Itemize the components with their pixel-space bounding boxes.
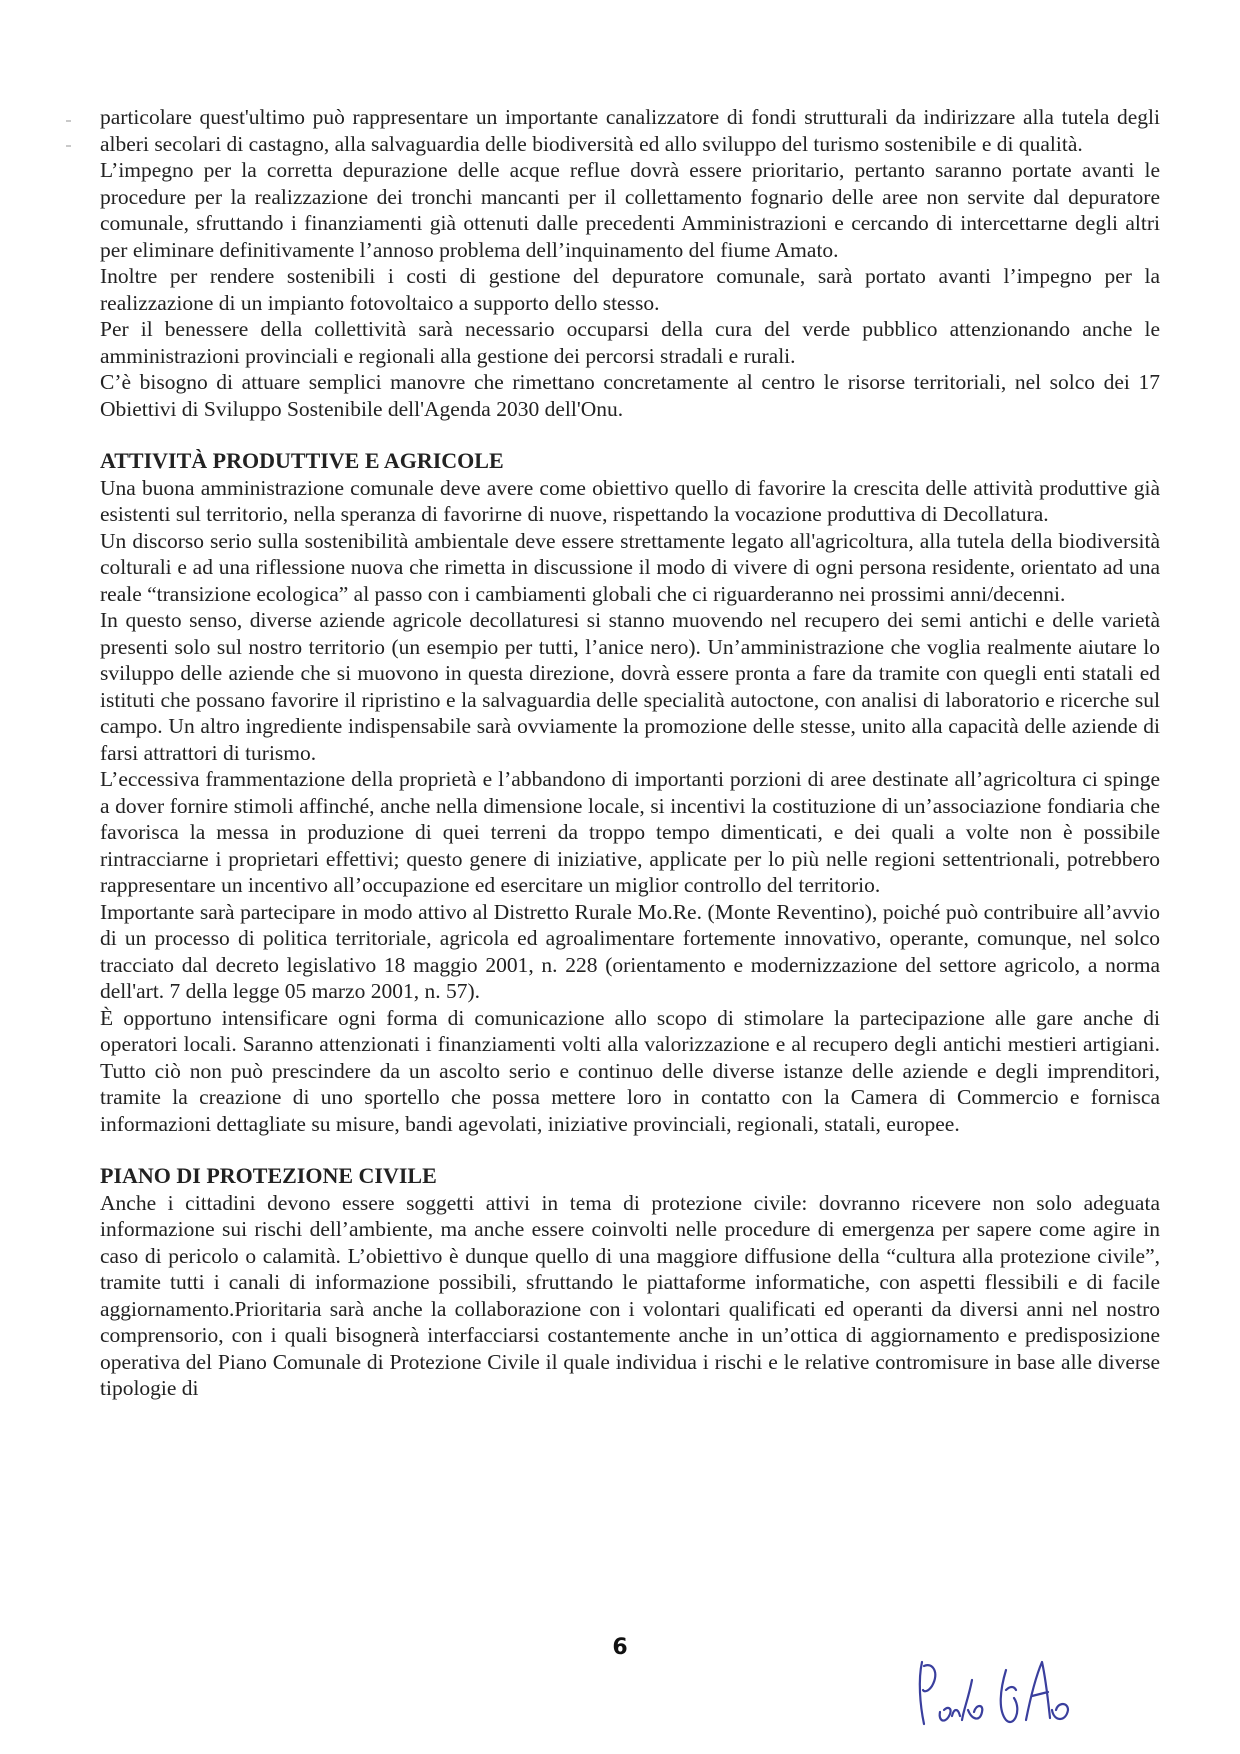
paragraph: L’impegno per la corretta depurazione delle acque reflue dovrà essere prioritario, pertanto saranno portate avanti le procedure per la realizzazione dei tronchi mancanti per il collettamento fognario delle aree non servite dal depuratore comunale, sfruttando i finanziamenti già ottenuti dalle precedenti Amministrazioni e cercando di intercettarne degli altri per eliminare definitivamente l’annoso problema dell’inquinamento del fiume Amato. xyxy=(100,158,1160,262)
paragraph: L’eccessiva frammentazione della proprietà e l’abbandono di importanti porzioni di aree destinate all’agricoltura ci spinge a dover fornire stimoli affinché, anche nella dimensione locale, si incentivi la costituzione di un’associazione fondiaria che favorisca la messa in produzione di quei terreni da troppo tempo dimenticati, e dei quali a volte non è possibile rintracciarne i proprietari effettivi; questo genere di iniziative, applicate per lo più nelle regioni settentrionali, potrebbero rappresentare un incentivo all’occupazione ed esercitare un miglior controllo del territorio. xyxy=(100,767,1160,897)
paragraph: In questo senso, diverse aziende agricole decollaturesi si stanno muovendo nel recupero dei semi antichi e delle varietà presenti solo sul nostro territorio (un esempio per tutti, l’anice nero). Un’amministrazione che voglia realmente aiutare lo sviluppo delle aziende che si muovono in questa direzione, dovrà essere pronta a fare da tramite con quegli enti statali ed istituti che possano favorire il ripristino e la salvaguardia delle specialità autoctone, con analisi di laboratorio e ricerche sul campo. Un altro ingrediente indispensabile sarà ovviamente la promozione delle stesse, unito alla capacità delle aziende di farsi attrattori di turismo. xyxy=(100,608,1160,765)
paragraph: Una buona amministrazione comunale deve avere come obiettivo quello di favorire la crescita delle attività produttive già esistenti sul territorio, nella speranza di favorirne di nuove, rispettando la vocazione produttiva di Decollatura. xyxy=(100,475,1160,526)
paragraph: Per il benessere della collettività sarà necessario occuparsi della cura del verde pubblico attenzionando anche le amministrazioni provinciali e regionali alla gestione dei percorsi stradali e rurali. xyxy=(100,317,1160,368)
paragraph: Un discorso serio sulla sostenibilità ambientale deve essere strettamente legato all'agricoltura, alla tutela della biodiversità colturali e ad una riflessione nuova che rimetta in discussione il modo di vivere di ogni persona residente, orientato ad una reale “transizione ecologica” al passo con i cambiamenti globali che ci riguarderanno nei prossimi anni/decenni. xyxy=(100,528,1160,606)
paragraph: Anche i cittadini devono essere soggetti attivi in tema di protezione civile: dovranno ricevere non solo adeguata informazione sui rischi dell’ambiente, ma anche essere coinvolti nelle procedure di emergenza per sapere come agire in caso di pericolo o calamità. L’obiettivo è dunque quello di una maggiore diffusione della “cultura alla protezione civile”, tramite tutti i canali di informazione possibili, sfruttando le piattaforme informatiche, con aspetti flessibili e di facile aggiornamento.Prioritaria sarà anche la collaborazione con i volontari qualificati ed operanti da diversi anni nel nostro comprensorio, con i quali bisognerà interfacciarsi costantemente anche in un’ottica di aggiornamento e predisposizione operativa del Piano Comunale di Protezione Civile il quale individua i rischi e le relative contromisure in base alle diverse tipologie di xyxy=(100,1190,1160,1400)
section-spacer xyxy=(100,1137,1160,1163)
section-heading-attivita: ATTIVITÀ PRODUTTIVE E AGRICOLE xyxy=(100,448,504,473)
paragraph: Inoltre per rendere sostenibili i costi di gestione del depuratore comunale, sarà portato avanti l’impegno per la realizzazione di un impianto fotovoltaico a supporto dello stesso. xyxy=(100,264,1160,315)
scan-margin-mark xyxy=(66,120,71,122)
handwritten-signature xyxy=(910,1650,1090,1740)
paragraph: particolare quest'ultimo può rappresentare un importante canalizzatore di fondi strutturali da indirizzare alla tutela degli alberi secolari di castagno, alla salvaguardia delle biodiversità ed allo sviluppo del turismo sostenibile e di qualità. xyxy=(100,105,1160,156)
paragraph: È opportuno intensificare ogni forma di comunicazione allo scopo di stimolare la partecipazione alle gare anche di operatori locali. Saranno attenzionati i finanziamenti volti alla valorizzazione e al recupero degli antichi mestieri artigiani. Tutto ciò non può prescindere da un ascolto serio e continuo delle diverse istanze delle aziende e degli imprenditori, tramite la creazione di uno sportello che possa mettere loro in contatto con la Camera di Commercio e fornisca informazioni dettagliate su misure, bandi agevolati, iniziative provinciali, regionali, statali, europee. xyxy=(100,1005,1160,1136)
section-heading-protezione-civile: PIANO DI PROTEZIONE CIVILE xyxy=(100,1163,437,1188)
signature-strokes xyxy=(920,1662,1068,1724)
paragraph: Importante sarà partecipare in modo attivo al Distretto Rurale Mo.Re. (Monte Reventino), poiché può contribuire all’avvio di un processo di politica territoriale, agricola ed agroalimentare fortemente innovativo, operante, comunque, nel solco tracciato dal decreto legislativo 18 maggio 2001, n. 228 (orientamento e modernizzazione del settore agricolo, a norma dell'art. 7 della legge 05 marzo 2001, n. 57). xyxy=(100,899,1160,1003)
page-number: 6 xyxy=(612,1635,628,1660)
scan-margin-mark xyxy=(66,145,71,147)
document-body xyxy=(100,104,1160,1402)
paragraph: C’è bisogno di attuare semplici manovre che rimettano concretamente al centro le risorse territoriali, nel solco dei 17 Obiettivi di Sviluppo Sostenibile dell'Agenda 2030 dell'Onu. xyxy=(100,370,1160,421)
section-spacer xyxy=(100,422,1160,448)
